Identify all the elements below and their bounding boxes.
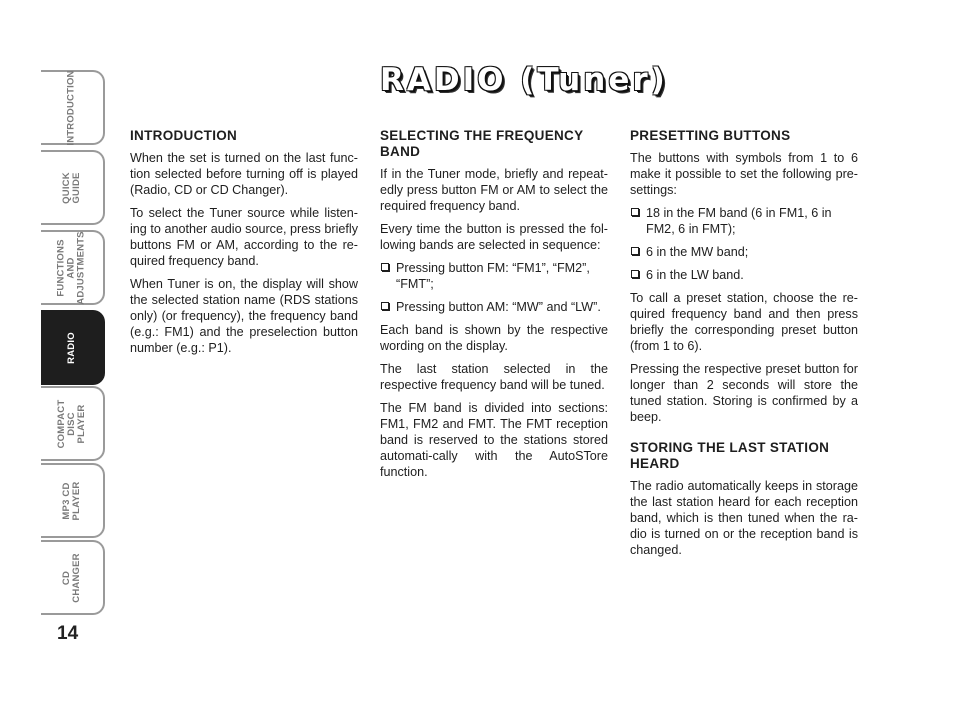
paragraph: When the set is turned on the last func-tion selected before turning off is played (Radio, CD or CD Changer).	[130, 151, 358, 197]
tab-mp3-cd-player[interactable]	[41, 463, 105, 538]
tab-introduction[interactable]	[41, 70, 105, 145]
column-frequency-band	[380, 128, 608, 487]
tab-label: RADIO	[66, 331, 77, 364]
bullet-item: 18 in the FM band (6 in FM1, 6 in FM2, 6 in FMT);	[630, 205, 858, 237]
tab-label: INTRODUCTION	[66, 69, 78, 146]
paragraph: Every time the button is pressed the fol-lowing bands are selected in sequence:	[380, 222, 608, 252]
bullet-item: Pressing button AM: “MW” and “LW”.	[380, 299, 608, 315]
paragraph: The FM band is divided into sections: FM1, FM2 and FMT. The FMT reception band is reserved to the stations stored automati-cally with the AutoSTore function.	[380, 401, 608, 479]
section-heading: SELECTING THE FREQUENCY BAND	[380, 128, 584, 159]
bullet-item: 6 in the LW band.	[630, 267, 858, 283]
tab-label: FUNCTIONS AND ADJUSTMENTS	[56, 230, 87, 305]
paragraph: To select the Tuner source while listen-ing to another audio source, press briefly buttons FM or AM, according to the re-quired frequency band.	[130, 206, 358, 268]
tab-quick-guide[interactable]	[41, 150, 105, 225]
bullet-item: 6 in the MW band;	[630, 244, 858, 260]
column-introduction	[130, 128, 358, 363]
tab-radio[interactable]	[41, 310, 105, 385]
column-presetting	[630, 128, 858, 565]
tab-compact-disc-player[interactable]	[41, 386, 105, 461]
paragraph: If in the Tuner mode, briefly and repeat-edly press button FM or AM to select the required frequency band.	[380, 167, 608, 213]
paragraph: The radio automatically keeps in storage the last station heard for each reception band, which is then tuned when the ra-dio is turned on or the reception band is changed.	[630, 479, 858, 557]
section-heading: INTRODUCTION	[130, 128, 238, 143]
section-heading: STORING THE LAST STATION HEARD	[630, 440, 830, 471]
section-heading: PRESETTING BUTTONS	[630, 128, 791, 143]
tab-label: COMPACT DISC PLAYER	[56, 399, 87, 448]
tab-label: MP3 CD PLAYER	[61, 481, 82, 520]
spacer	[630, 432, 858, 440]
paragraph: The buttons with symbols from 1 to 6 make it possible to set the following pre-settings:	[630, 151, 858, 197]
tab-functions-adjustments[interactable]	[41, 230, 105, 305]
paragraph: Pressing the respective preset button for longer than 2 seconds will store the tuned station. Storing is confirmed by a beep.	[630, 362, 858, 424]
bullet-item: Pressing button FM: “FM1”, “FM2”, “FMT”;	[380, 260, 608, 292]
paragraph: To call a preset station, choose the re-quired frequency band and then press briefly the corresponding preset button (from 1 to 6).	[630, 291, 858, 353]
page-title: RADIO (Tuner)	[380, 62, 668, 98]
paragraph: Each band is shown by the respective wording on the display.	[380, 323, 608, 353]
paragraph: The last station selected in the respective frequency band will be tuned.	[380, 362, 608, 392]
tab-label: CD CHANGER	[61, 552, 82, 603]
tab-cd-changer[interactable]	[41, 540, 105, 615]
paragraph: When Tuner is on, the display will show the selected station name (RDS stations only) (or frequency), the frequency band (e.g.: FM1) and the preselection button number (e.g.: P1).	[130, 277, 358, 355]
tab-label: QUICK GUIDE	[61, 171, 82, 204]
page-number: 14	[57, 623, 79, 644]
